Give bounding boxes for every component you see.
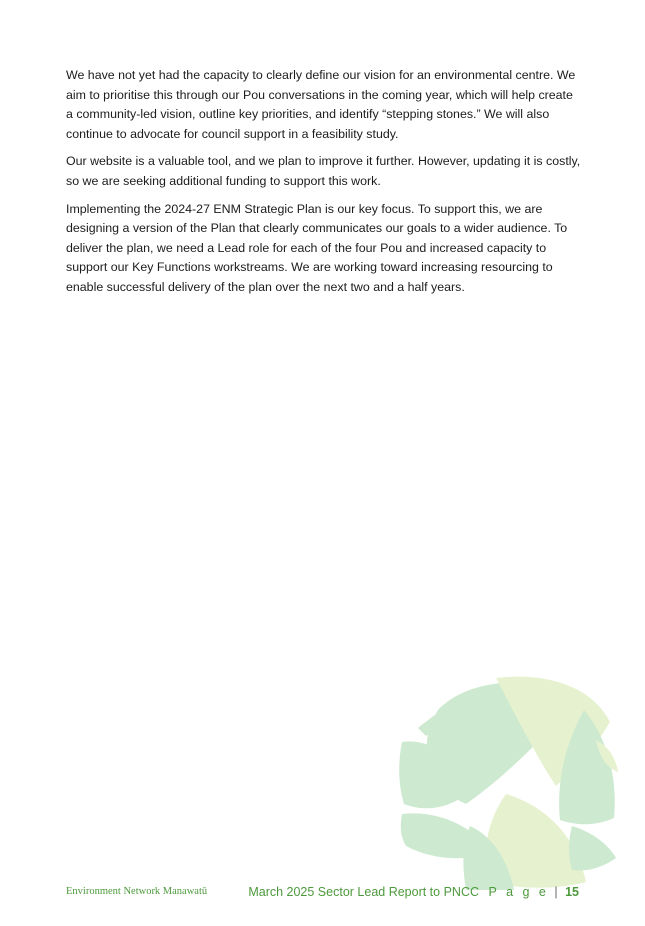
- footer-page-number: 15: [565, 885, 579, 899]
- logo-leaf-bottom-right: [569, 826, 616, 871]
- footer-separator: |: [554, 885, 558, 899]
- footer-organization: Environment Network Manawatū: [66, 886, 208, 897]
- leaf-logo-graphic: [396, 676, 622, 890]
- paragraph-strategic-plan: Implementing the 2024-27 ENM Strategic Plan is our key focus. To support this, we are designing a version of the Plan that clearly communicates our goals to a wider audience. To deliver the plan, we need a Lead role for each of the four Pou and increased capacity to support our Key Functions workstreams. We are working toward increasing resourcing to enable successful delivery of the plan over the next two and a half years.: [66, 201, 568, 294]
- footer-report-title: March 2025 Sector Lead Report to PNCC: [248, 885, 479, 899]
- footer-page-info: [248, 885, 579, 899]
- paragraph-website: Our website is a valuable tool, and we plan to improve it further. However, updating it is costly, so we are seeking additional funding to support this work.: [66, 154, 581, 188]
- body-text: [66, 66, 581, 306]
- paragraph-environmental-centre: We have not yet had the capacity to clearly define our vision for an environmental centre. We aim to prioritise this through our Pou conversations in the coming year, which will help create a community-led vision, outline key priorities, and identify “stepping stones.” We will also continue to advocate for council support in a feasibility study.: [66, 68, 576, 141]
- footer-page-label: P a g e: [488, 885, 549, 899]
